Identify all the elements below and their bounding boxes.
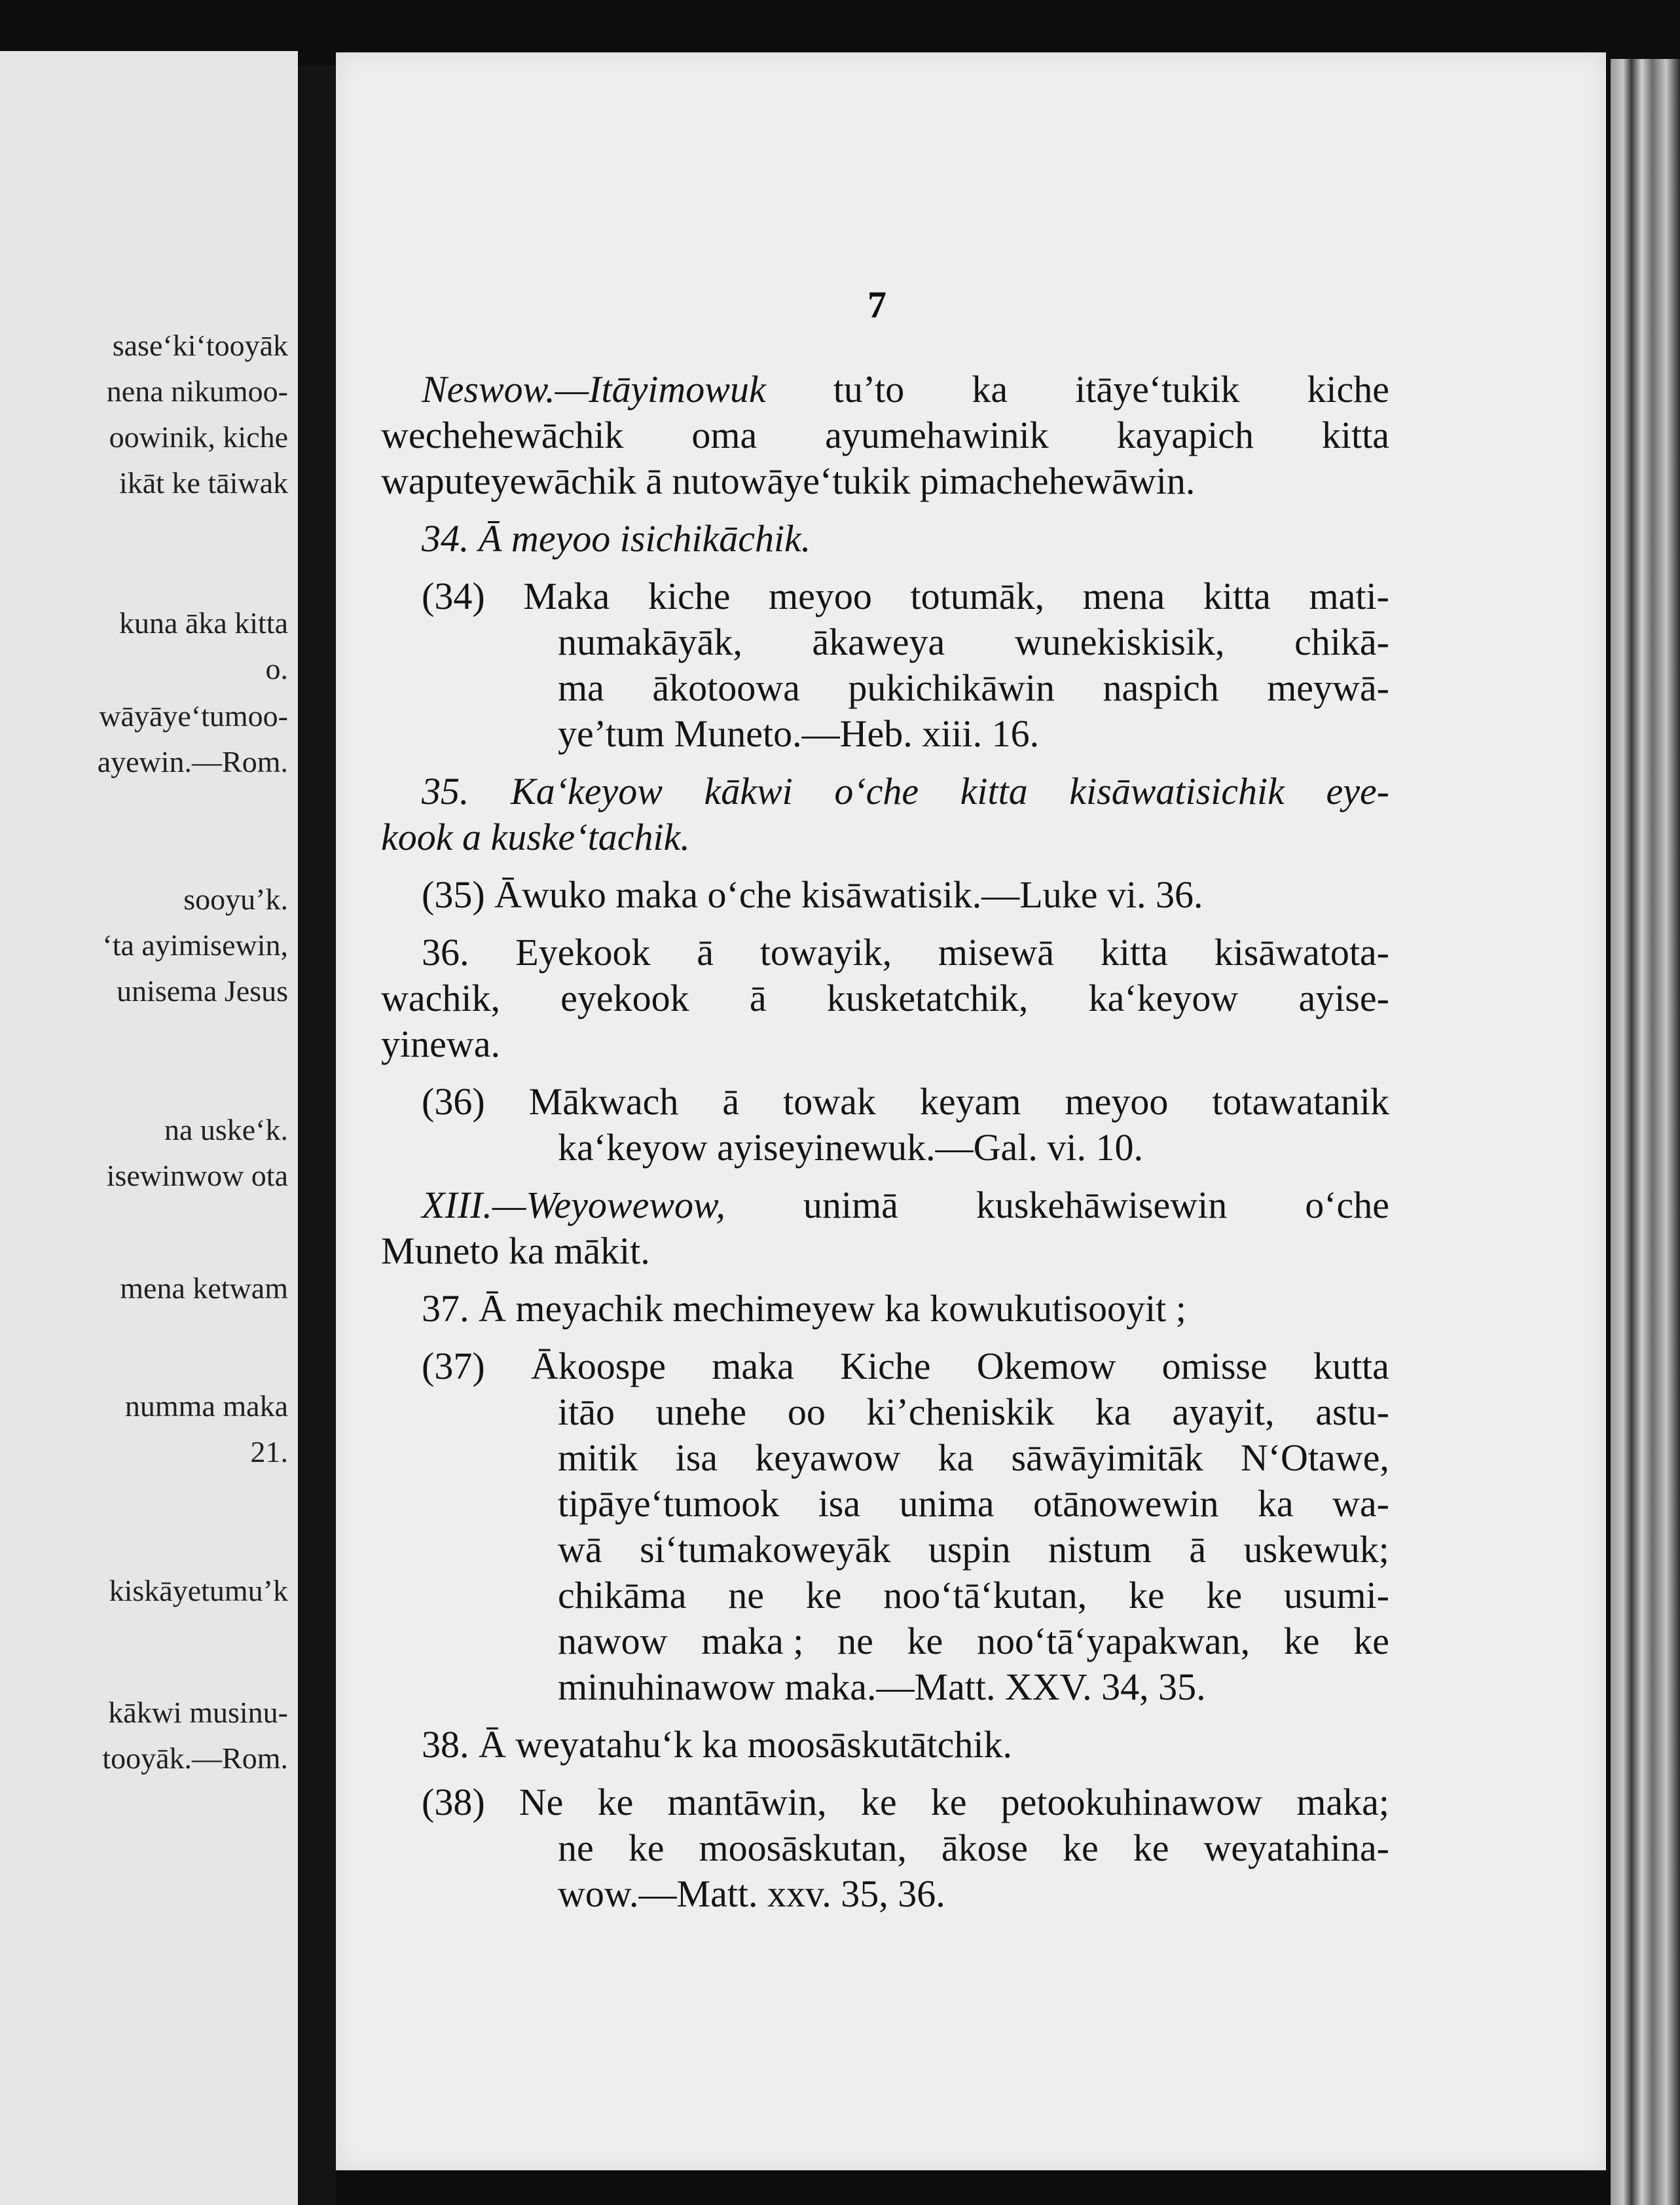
word: ye’tum Muneto.—Heb. xiii. 16. (558, 712, 1040, 755)
word: keyam (919, 1080, 1021, 1123)
word: Maka (523, 575, 610, 617)
text-line (381, 1182, 1389, 1228)
word: ā (749, 977, 767, 1019)
word: (36) (422, 1080, 485, 1123)
word: meywā- (1267, 666, 1389, 709)
word: ka (1095, 1391, 1131, 1433)
page-body-text (381, 367, 1389, 1929)
word: kitta (960, 770, 1028, 812)
text-line (381, 1021, 1389, 1067)
word: waputeyewāchik ā nutowāye‘tukik pimachehewāwin. (381, 460, 1196, 502)
left-page-fragment: unisema Jesus (117, 974, 288, 1008)
word: XIII.—Weyowewow, (422, 1184, 725, 1226)
word: naspich (1103, 666, 1219, 709)
word: wechehewāchik (381, 414, 624, 456)
word: keyawow (755, 1436, 901, 1479)
left-page-fragment: sase‘ki‘tooyāk (112, 329, 288, 362)
paragraph-gap (381, 562, 1389, 574)
text-line (381, 619, 1389, 665)
word: minuhinawow maka.—Matt. XXV. 34, 35. (558, 1666, 1206, 1708)
text-line (381, 367, 1389, 412)
word: ki’cheniskik (866, 1391, 1055, 1433)
text-line (381, 1722, 1389, 1768)
left-page-fragment: o. (265, 652, 288, 685)
left-facing-page (0, 51, 298, 2205)
word: kitta (1321, 414, 1389, 456)
word: wow.—Matt. xxv. 35, 36. (558, 1872, 945, 1915)
word: usumi- (1283, 1574, 1389, 1616)
word: maka ; (701, 1620, 804, 1662)
word: Muneto ka mākit. (381, 1230, 650, 1272)
paragraph-gap (381, 1917, 1389, 1929)
word: ayumehawinik (825, 414, 1049, 456)
word: mati- (1309, 575, 1389, 617)
word: Mākwach (528, 1080, 679, 1123)
word: itāo (558, 1391, 615, 1433)
word: 35. (422, 770, 469, 812)
word: wā (558, 1528, 602, 1571)
paragraph-gap (381, 1768, 1389, 1779)
word: nawow (558, 1620, 668, 1662)
text-line (381, 458, 1389, 504)
word: ā (697, 931, 714, 974)
text-line (381, 1343, 1389, 1389)
paragraph (381, 1779, 1389, 1917)
word: pukichikāwin (848, 666, 1055, 709)
word: totumāk, (910, 575, 1045, 617)
word: ayayit, (1172, 1391, 1275, 1433)
text-line (381, 1228, 1389, 1274)
word: chikāma (558, 1574, 687, 1616)
word: kisāwatisichik (1069, 770, 1285, 812)
word: Kiche (840, 1345, 931, 1387)
word: kayapich (1116, 414, 1254, 456)
word: kuskehāwisewin (976, 1184, 1228, 1226)
word: noo‘tā‘yapakwan, (976, 1620, 1251, 1662)
word: ne (558, 1827, 594, 1869)
left-page-fragment: tooyāk.—Rom. (102, 1741, 288, 1775)
word: eyekook (560, 977, 689, 1019)
text-line (381, 1389, 1389, 1435)
word: towayik, (759, 931, 892, 974)
word: (38) (422, 1781, 485, 1823)
paragraph (381, 930, 1389, 1067)
left-page-fragment: kuna āka kitta (119, 606, 288, 640)
word: ke (1133, 1827, 1169, 1869)
text-line (381, 1286, 1389, 1332)
text-line (381, 872, 1389, 918)
text-line (381, 574, 1389, 619)
word: unimā (803, 1184, 898, 1226)
word: Okemow (976, 1345, 1116, 1387)
book-gutter (298, 65, 336, 2205)
text-line (381, 1125, 1389, 1171)
left-page-fragment: ‘ta ayimisewin, (102, 928, 288, 962)
word: sāwāyimitāk (1011, 1436, 1203, 1479)
word: ke (597, 1781, 634, 1823)
word: astu- (1315, 1391, 1389, 1433)
word: wachik, (381, 977, 500, 1019)
word: ke (1128, 1574, 1165, 1616)
word: ke (1353, 1620, 1389, 1662)
paragraph (381, 516, 1389, 562)
word: nistum (1048, 1528, 1152, 1571)
text-line (381, 975, 1389, 1021)
word: Ne (519, 1781, 564, 1823)
word: ākotoowa (652, 666, 800, 709)
word: ākaweya (812, 621, 945, 663)
word: wunekiskisik, (1014, 621, 1225, 663)
word: towak (783, 1080, 876, 1123)
word: ne (837, 1620, 873, 1662)
paragraph-gap (381, 918, 1389, 930)
page-edges (1611, 59, 1680, 2205)
word: ke (805, 1574, 842, 1616)
word: ka (1257, 1482, 1294, 1525)
word: wa- (1332, 1482, 1389, 1525)
paragraph-gap (381, 757, 1389, 769)
paragraph (381, 1182, 1389, 1274)
word: kusketatchik, (826, 977, 1029, 1019)
word: kisāwatota- (1214, 931, 1389, 974)
word: kitta (1203, 575, 1271, 617)
word: mantāwin, (667, 1781, 827, 1823)
word: otānowewin (1032, 1482, 1219, 1525)
text-line (381, 1481, 1389, 1527)
paragraph (381, 1722, 1389, 1768)
word: isa (818, 1482, 861, 1525)
paragraph (381, 367, 1389, 504)
word: Ka‘keyow (511, 770, 663, 812)
word: ma (558, 666, 604, 709)
paragraph-gap (381, 1710, 1389, 1722)
left-page-fragment: nena nikumoo- (106, 374, 288, 408)
word: ka (972, 368, 1008, 410)
word: (34) (422, 575, 485, 617)
word: kook a kuske‘tachik. (381, 816, 690, 858)
word: 34. Ā meyoo isichikāchik. (422, 517, 811, 560)
word: ā (1189, 1528, 1207, 1571)
word: o‘che (1305, 1184, 1389, 1226)
text-line (381, 516, 1389, 562)
left-page-fragment: ayewin.—Rom. (97, 745, 288, 778)
word: ke (907, 1620, 943, 1662)
paragraph-gap (381, 1171, 1389, 1182)
word: isa (675, 1436, 718, 1479)
left-page-fragment: kiskāyetumu’k (109, 1574, 288, 1607)
text-line (381, 412, 1389, 458)
left-page-fragment: oowinik, kiche (109, 420, 288, 454)
paragraph (381, 1343, 1389, 1710)
word: kiche (648, 575, 731, 617)
text-line (381, 1825, 1389, 1871)
word: totawatanik (1212, 1080, 1389, 1123)
word: kitta (1100, 931, 1168, 974)
paragraph-gap (381, 1067, 1389, 1079)
word: ke (860, 1781, 897, 1823)
paragraph-gap (381, 860, 1389, 872)
word: oma (691, 414, 758, 456)
word: ke (628, 1827, 665, 1869)
word: 38. Ā weyatahu‘k ka moosāskutātchik. (422, 1723, 1013, 1766)
word: ke (1206, 1574, 1243, 1616)
word: Eyekook (515, 931, 651, 974)
word: Ākoospe (530, 1345, 667, 1387)
left-page-fragment: kākwi musinu- (108, 1696, 288, 1729)
text-line (381, 1573, 1389, 1618)
text-line (381, 769, 1389, 814)
left-page-fragment: wāyāye‘tumoo- (99, 699, 288, 733)
word: ka (938, 1436, 974, 1479)
paragraph-gap (381, 1274, 1389, 1286)
text-line (381, 1079, 1389, 1125)
word: misewā (938, 931, 1055, 974)
text-line (381, 814, 1389, 860)
word: kutta (1313, 1345, 1389, 1387)
left-page-fragment: mena ketwam (120, 1271, 288, 1305)
word: eye- (1326, 770, 1389, 812)
paragraph (381, 769, 1389, 860)
text-line (381, 1618, 1389, 1664)
paragraph-gap (381, 1332, 1389, 1343)
word: yinewa. (381, 1023, 500, 1065)
word: ne (728, 1574, 764, 1616)
word: ā (722, 1080, 740, 1123)
word: kiche (1307, 368, 1389, 410)
word: petookuhinawow (1000, 1781, 1263, 1823)
word: ākose (941, 1827, 1028, 1869)
word: unehe (655, 1391, 747, 1433)
paragraph (381, 1286, 1389, 1332)
text-line (381, 665, 1389, 711)
word: uspin (928, 1528, 1011, 1571)
word: (37) (422, 1345, 485, 1387)
paragraph (381, 574, 1389, 757)
word: mitik (558, 1436, 638, 1479)
word: chikā- (1294, 621, 1389, 663)
text-line (381, 1664, 1389, 1710)
text-line (381, 711, 1389, 757)
paragraph-gap (381, 504, 1389, 516)
word: N‘Otawe, (1240, 1436, 1389, 1479)
word: (35) Āwuko maka o‘che kisāwatisik.—Luke vi. 36. (422, 873, 1203, 916)
word: ke (1283, 1620, 1320, 1662)
page-number: 7 (867, 283, 886, 326)
word: weyatahina- (1203, 1827, 1389, 1869)
left-page-fragment: numma maka (124, 1389, 288, 1423)
word: tipāye‘tumook (558, 1482, 780, 1525)
word: 37. Ā meyachik mechimeyew ka kowukutisooyit ; (422, 1287, 1186, 1330)
left-page-fragment: sooyu’k. (183, 883, 288, 916)
text-line (381, 1435, 1389, 1481)
word: kākwi (704, 770, 793, 812)
word: o‘che (834, 770, 919, 812)
word: si‘tumakoweyāk (640, 1528, 891, 1571)
word: itāye‘tukik (1075, 368, 1240, 410)
paragraph (381, 872, 1389, 918)
left-page-fragment: 21. (250, 1435, 288, 1468)
word: noo‘tā‘kutan, (883, 1574, 1087, 1616)
word: Neswow.—Itāyimowuk (422, 368, 766, 410)
text-line (381, 1527, 1389, 1573)
word: moosāskutan, (699, 1827, 907, 1869)
left-page-fragment: na uske‘k. (164, 1113, 288, 1146)
word: ka‘keyow ayiseyinewuk.—Gal. vi. 10. (558, 1126, 1143, 1169)
left-page-fragment: isewinwow ota (106, 1159, 288, 1192)
word: ke (930, 1781, 967, 1823)
word: 36. (422, 931, 469, 974)
word: ke (1062, 1827, 1099, 1869)
text-line (381, 1871, 1389, 1917)
word: unima (899, 1482, 995, 1525)
text-line (381, 930, 1389, 975)
word: oo (787, 1391, 826, 1433)
word: tu’to (833, 368, 905, 410)
word: maka (712, 1345, 794, 1387)
paragraph (381, 1079, 1389, 1171)
word: ka‘keyow (1088, 977, 1239, 1019)
word: meyoo (769, 575, 872, 617)
word: uskewuk; (1243, 1528, 1389, 1571)
word: mena (1082, 575, 1165, 617)
left-page-fragment: ikāt ke tāiwak (119, 466, 288, 500)
text-line (381, 1779, 1389, 1825)
word: omisse (1161, 1345, 1268, 1387)
word: maka; (1296, 1781, 1389, 1823)
word: meyoo (1065, 1080, 1169, 1123)
word: ayise- (1298, 977, 1389, 1019)
word: numakāyāk, (558, 621, 742, 663)
